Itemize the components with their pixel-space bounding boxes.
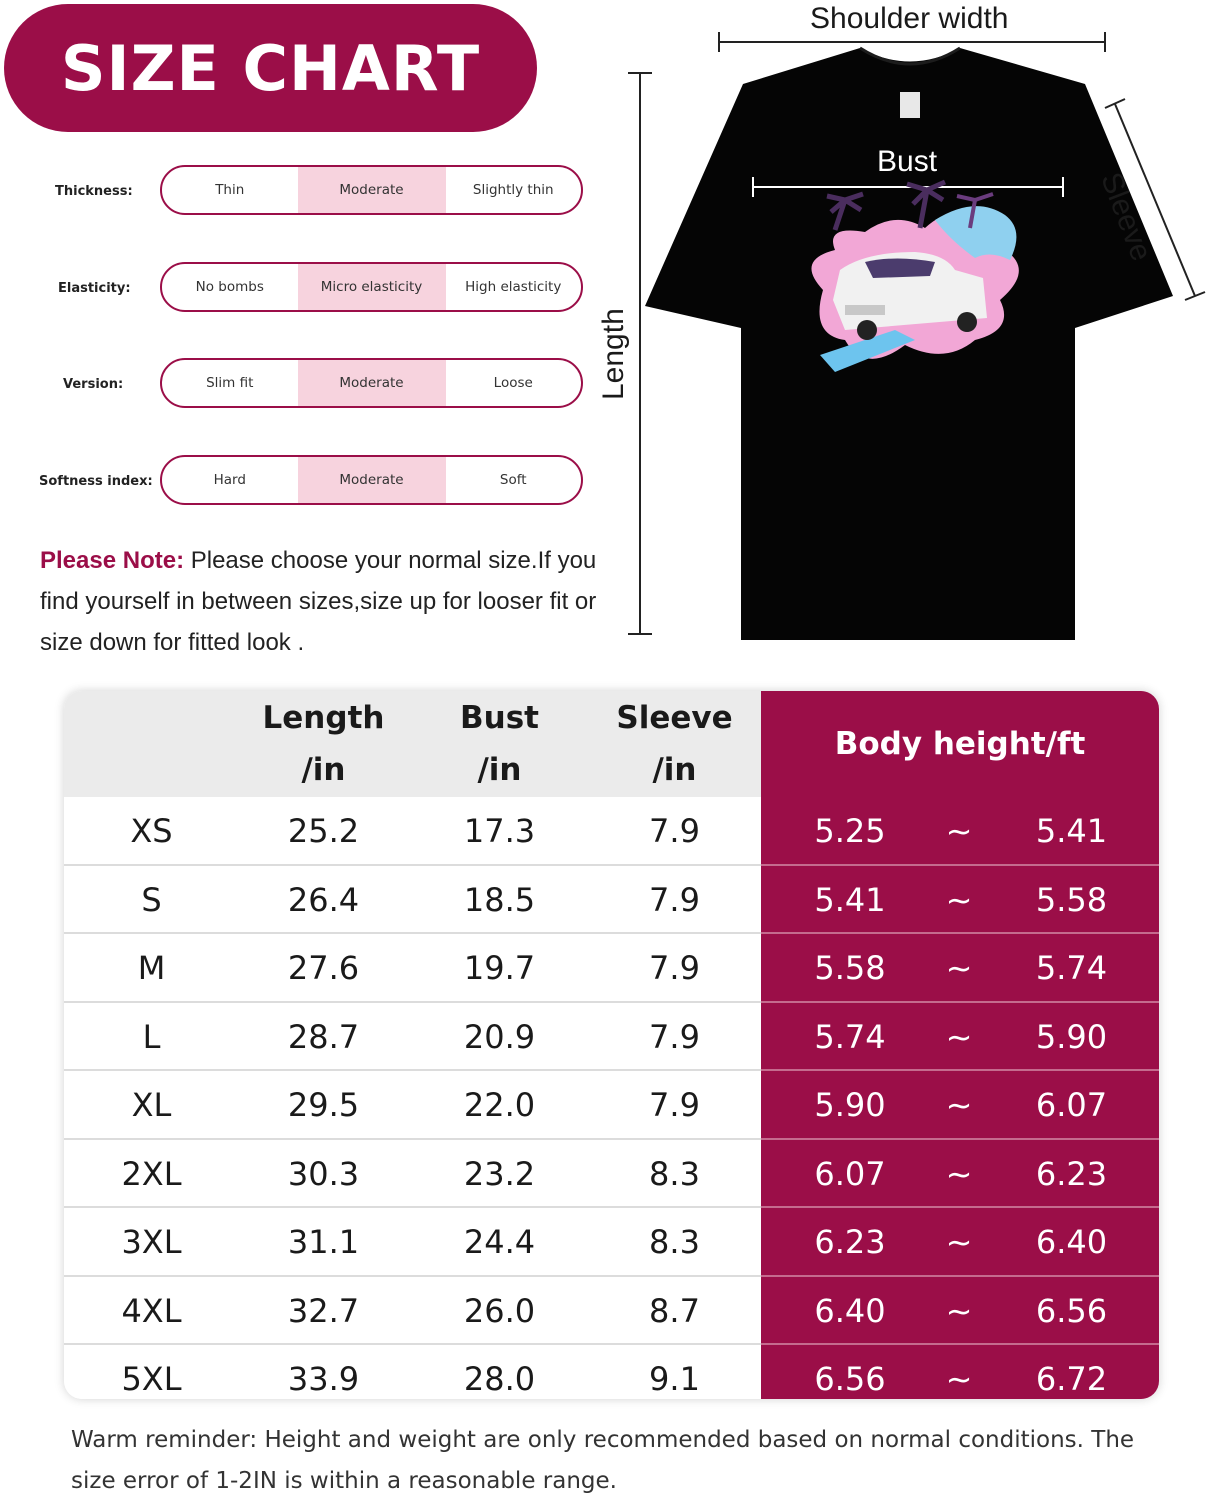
cell-sleeve: 7.9 <box>649 1017 700 1056</box>
column-header-length <box>236 691 411 797</box>
cell-length: 30.3 <box>287 1154 360 1193</box>
cell-height-max: 6.07 <box>1035 1086 1108 1125</box>
cell-sleeve: 8.3 <box>649 1223 700 1262</box>
attribute-label: Version: <box>63 376 124 392</box>
attribute-option: High elasticity <box>465 279 562 295</box>
attribute-row-softness <box>0 455 600 507</box>
cell-height-max: 5.74 <box>1035 949 1108 988</box>
size-note <box>40 540 600 663</box>
cell-height-min: 6.40 <box>814 1291 886 1330</box>
cell-sleeve: 9.1 <box>649 1360 700 1399</box>
cell-length: 25.2 <box>287 812 360 851</box>
cell-length: 26.4 <box>287 880 360 919</box>
cell-size: XS <box>130 812 173 851</box>
attribute-scale <box>160 262 583 312</box>
cell-bust: 20.9 <box>463 1017 536 1056</box>
attribute-option-selected: Moderate <box>298 360 446 406</box>
cell-length: 29.5 <box>287 1086 360 1125</box>
page-title: SIZE CHART <box>60 31 481 105</box>
attribute-scale <box>160 165 583 215</box>
attribute-option: Soft <box>499 472 527 488</box>
table-body <box>64 797 1159 1399</box>
attribute-option: Hard <box>213 472 246 488</box>
cell-sleeve: 7.9 <box>649 812 700 851</box>
cell-height-max: 6.23 <box>1035 1154 1108 1193</box>
cell-height-separator: ~ <box>945 949 973 988</box>
cell-bust: 23.2 <box>463 1154 536 1193</box>
length-label: Length <box>597 308 630 400</box>
cell-height-max: 5.90 <box>1035 1017 1108 1056</box>
cell-length: 32.7 <box>287 1291 360 1330</box>
cell-size: L <box>142 1017 161 1056</box>
cell-bust: 19.7 <box>463 949 536 988</box>
header-label: Length <box>262 700 385 736</box>
cell-height-min: 5.25 <box>814 812 886 851</box>
cell-height-min: 5.58 <box>814 949 886 988</box>
cell-bust: 22.0 <box>463 1086 536 1125</box>
table-row <box>64 1140 1159 1209</box>
cell-bust: 28.0 <box>463 1360 536 1399</box>
header-unit: /in <box>301 752 346 788</box>
cell-length: 31.1 <box>287 1223 360 1262</box>
cell-size: 2XL <box>121 1154 182 1193</box>
attribute-row-version <box>0 358 600 410</box>
cell-height-max: 5.58 <box>1035 880 1108 919</box>
warm-reminder: Warm reminder: Height and weight are only recommended based on normal conditions. The size error of 1-2IN is within a reasonable range. <box>71 1427 1135 1494</box>
attribute-option-selected: Micro elasticity <box>298 264 446 310</box>
cell-size: 5XL <box>121 1360 182 1399</box>
cell-sleeve: 7.9 <box>649 880 700 919</box>
cell-length: 28.7 <box>287 1017 360 1056</box>
cell-height-min: 5.41 <box>814 880 886 919</box>
table-row <box>64 1345 1159 1399</box>
attribute-option: Slightly thin <box>472 182 554 198</box>
cell-height-min: 5.90 <box>814 1086 886 1125</box>
cell-height-separator: ~ <box>945 812 973 851</box>
table-row <box>64 1208 1159 1277</box>
column-header-sleeve <box>587 691 762 797</box>
attribute-option: Slim fit <box>206 375 254 391</box>
attribute-option: Loose <box>493 375 533 391</box>
cell-bust: 26.0 <box>463 1291 536 1330</box>
cell-height-max: 6.56 <box>1035 1291 1108 1330</box>
attribute-option-selected: Moderate <box>298 457 446 503</box>
cell-length: 33.9 <box>287 1360 360 1399</box>
attribute-scale <box>160 358 583 408</box>
cell-height-separator: ~ <box>945 1086 973 1125</box>
cell-height-separator: ~ <box>945 1360 973 1399</box>
tshirt-diagram <box>595 0 1208 660</box>
cell-height-separator: ~ <box>945 1017 973 1056</box>
size-chart-title-banner <box>4 4 537 132</box>
attribute-scale <box>160 455 583 505</box>
table-row <box>64 797 1159 866</box>
cell-height-separator: ~ <box>945 1291 973 1330</box>
size-table <box>64 691 1159 1399</box>
header-label: Bust <box>460 700 539 736</box>
attribute-option: Thin <box>215 182 245 198</box>
cell-sleeve: 7.9 <box>649 1086 700 1125</box>
cell-height-min: 6.07 <box>814 1154 886 1193</box>
cell-height-max: 6.40 <box>1035 1223 1108 1262</box>
sleeve-label: Sleeve <box>1094 168 1158 266</box>
cell-sleeve: 7.9 <box>649 949 700 988</box>
attribute-option: No bombs <box>195 279 264 295</box>
cell-height-separator: ~ <box>945 1154 973 1193</box>
table-row <box>64 1071 1159 1140</box>
cell-size: XL <box>131 1086 172 1125</box>
cell-sleeve: 8.3 <box>649 1154 700 1193</box>
attribute-row-thickness <box>0 165 600 217</box>
cell-height-min: 6.56 <box>814 1360 886 1399</box>
table-row <box>64 866 1159 935</box>
cell-height-max: 6.72 <box>1035 1360 1108 1399</box>
attribute-row-elasticity <box>0 262 600 314</box>
cell-length: 27.6 <box>287 949 360 988</box>
table-row <box>64 1277 1159 1346</box>
table-row <box>64 1003 1159 1072</box>
attribute-option-selected: Moderate <box>298 167 446 213</box>
note-text: Please choose your normal size.If you find yourself in between sizes,size up for looser fit or size down for fitted look . <box>40 547 597 656</box>
cell-height-min: 6.23 <box>814 1223 886 1262</box>
cell-sleeve: 8.7 <box>649 1291 700 1330</box>
tshirt-illustration <box>595 0 1208 660</box>
cell-size: 4XL <box>121 1291 182 1330</box>
header-label: Sleeve <box>616 700 733 736</box>
cell-bust: 17.3 <box>463 812 536 851</box>
attribute-label: Thickness: <box>55 183 133 199</box>
cell-bust: 24.4 <box>463 1223 536 1262</box>
header-unit: /in <box>652 752 697 788</box>
table-header <box>64 691 761 797</box>
cell-height-max: 5.41 <box>1035 812 1108 851</box>
attribute-label: Elasticity: <box>58 280 131 296</box>
attribute-label: Softness index: <box>39 473 153 489</box>
cell-height-separator: ~ <box>945 880 973 919</box>
header-unit: /in <box>477 752 522 788</box>
header-label: Body height/ft <box>834 726 1086 762</box>
cell-size: M <box>137 949 166 988</box>
table-row <box>64 934 1159 1003</box>
cell-bust: 18.5 <box>463 880 536 919</box>
cell-size: 3XL <box>121 1223 182 1262</box>
cell-size: S <box>141 880 162 919</box>
column-header-bust <box>412 691 587 797</box>
cell-height-separator: ~ <box>945 1223 973 1262</box>
column-header-body-height <box>761 691 1159 797</box>
note-label: Please Note: <box>40 547 185 574</box>
cell-height-min: 5.74 <box>814 1017 886 1056</box>
shoulder-width-label: Shoulder width <box>810 2 1009 35</box>
bust-label: Bust <box>877 145 938 178</box>
